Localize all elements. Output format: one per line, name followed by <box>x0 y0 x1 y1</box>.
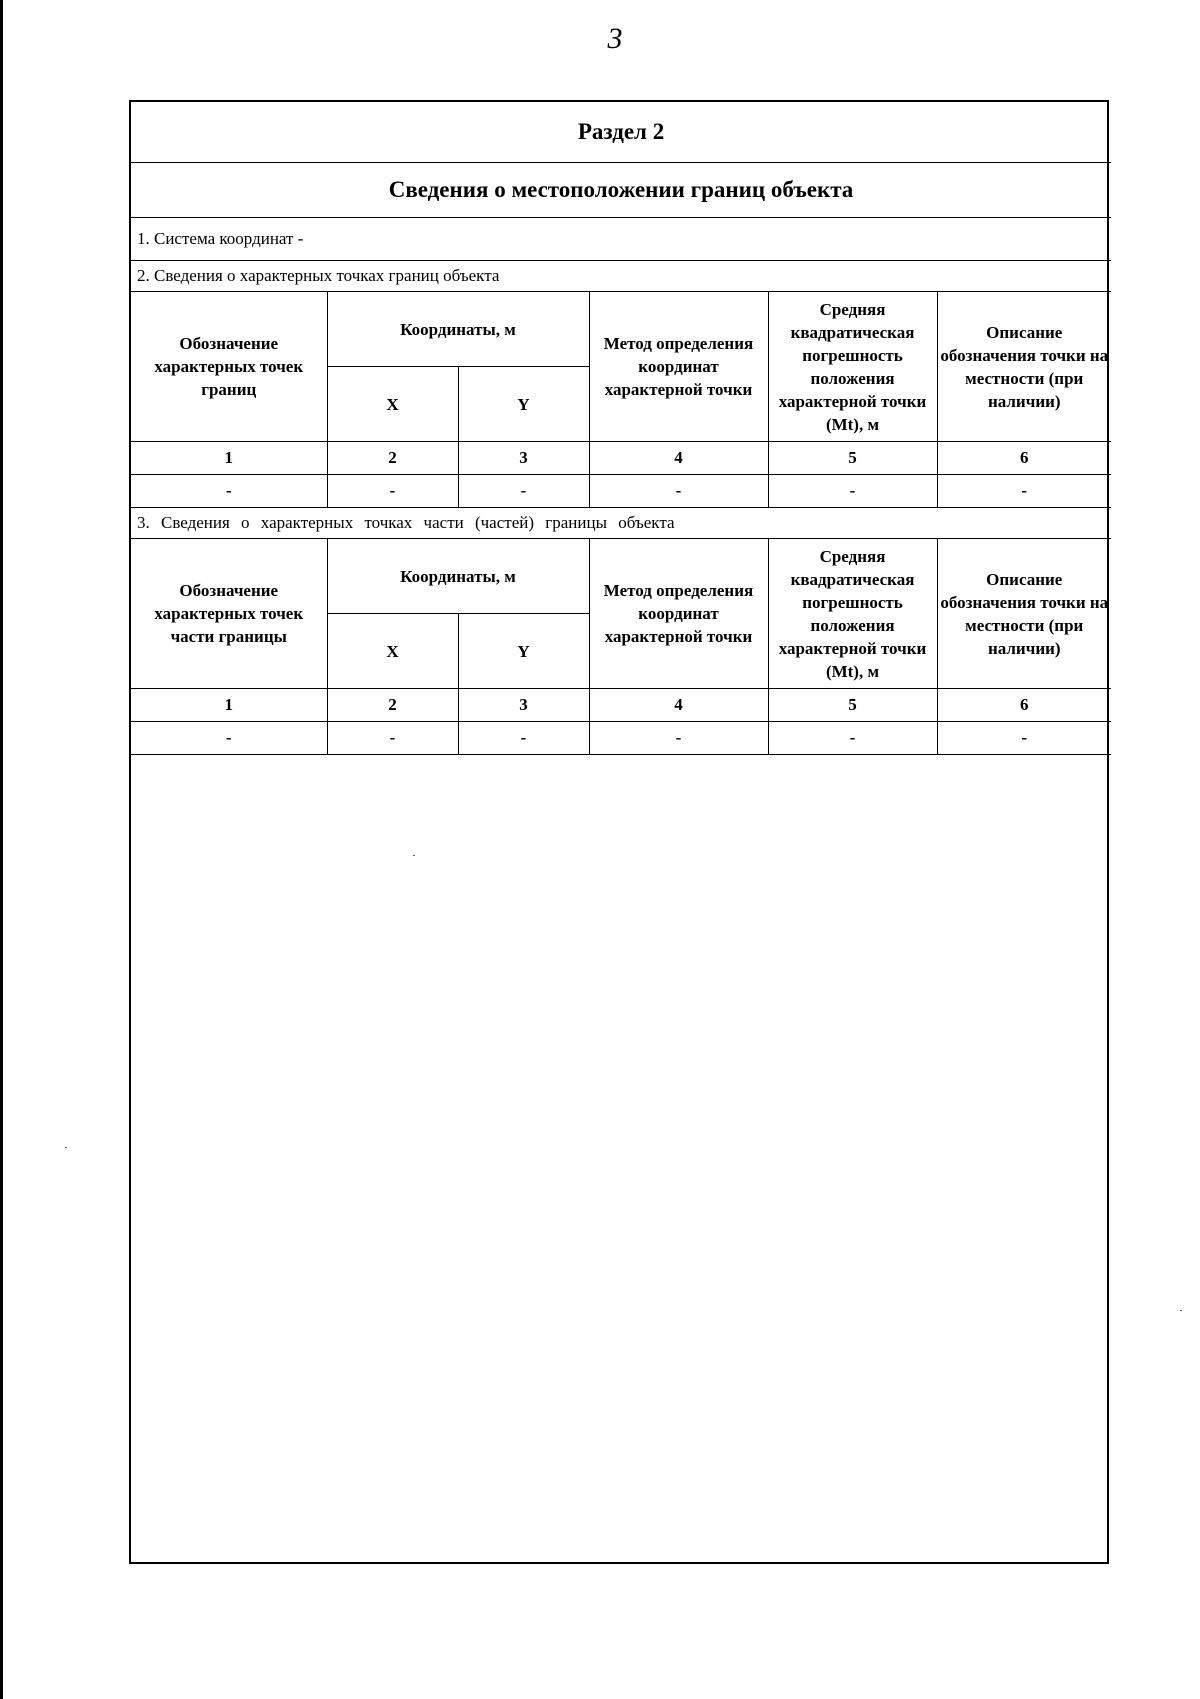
parts-col-coords: Координаты, м <box>327 539 589 614</box>
parts-col-description: Описание обозначения точки на местности (при наличии) <box>937 539 1111 689</box>
table-cell: - <box>589 475 768 508</box>
column-number: 2 <box>327 689 458 722</box>
table-cell: - <box>589 722 768 755</box>
table-cell: - <box>327 722 458 755</box>
section-table <box>131 102 1111 755</box>
points-col-designation: Обозначение характерных точек границ <box>131 292 327 442</box>
points-col-x: X <box>327 367 458 442</box>
points-data-row <box>131 475 1111 508</box>
parts-block-heading: 3. Сведения о характерных точках части (частей) границы объекта <box>131 508 1111 539</box>
table-cell: - <box>131 722 327 755</box>
scan-left-edge <box>0 0 3 1699</box>
section-subtitle: Сведения о местоположении границ объекта <box>131 163 1111 218</box>
form-frame <box>129 100 1109 1564</box>
table-cell: - <box>768 722 937 755</box>
table-cell: - <box>327 475 458 508</box>
column-number: 3 <box>458 442 589 475</box>
column-number: 1 <box>131 442 327 475</box>
column-number: 4 <box>589 442 768 475</box>
column-number: 5 <box>768 442 937 475</box>
points-col-y: Y <box>458 367 589 442</box>
parts-col-method: Метод определения координат характерной точки <box>589 539 768 689</box>
table-cell: - <box>131 475 327 508</box>
parts-data-row <box>131 722 1111 755</box>
table-cell: - <box>458 722 589 755</box>
column-number: 4 <box>589 689 768 722</box>
column-number: 3 <box>458 689 589 722</box>
scan-speck <box>413 855 415 856</box>
points-col-description: Описание обозначения точки на местности (при наличии) <box>937 292 1111 442</box>
parts-col-y: Y <box>458 614 589 689</box>
column-number: 1 <box>131 689 327 722</box>
points-col-coords: Координаты, м <box>327 292 589 367</box>
points-col-error: Средняя квадратическая погрешность положения характерной точки (Mt), м <box>768 292 937 442</box>
parts-col-designation: Обозначение характерных точек части границы <box>131 539 327 689</box>
parts-col-x: X <box>327 614 458 689</box>
column-number: 2 <box>327 442 458 475</box>
points-col-method: Метод определения координат характерной точки <box>589 292 768 442</box>
coordinate-system-line: 1. Система координат - <box>131 218 1111 261</box>
scan-speck <box>65 1147 67 1148</box>
page-number: 3 <box>607 22 623 55</box>
scan-speck <box>1180 1310 1182 1311</box>
table-cell: - <box>458 475 589 508</box>
column-number: 6 <box>937 689 1111 722</box>
points-number-row <box>131 442 1111 475</box>
table-cell: - <box>937 475 1111 508</box>
points-block-heading: 2. Сведения о характерных точках границ объекта <box>131 261 1111 292</box>
parts-number-row <box>131 689 1111 722</box>
section-title: Раздел 2 <box>131 102 1111 163</box>
parts-col-error: Средняя квадратическая погрешность положения характерной точки (Mt), м <box>768 539 937 689</box>
column-number: 5 <box>768 689 937 722</box>
column-number: 6 <box>937 442 1111 475</box>
table-cell: - <box>768 475 937 508</box>
table-cell: - <box>937 722 1111 755</box>
